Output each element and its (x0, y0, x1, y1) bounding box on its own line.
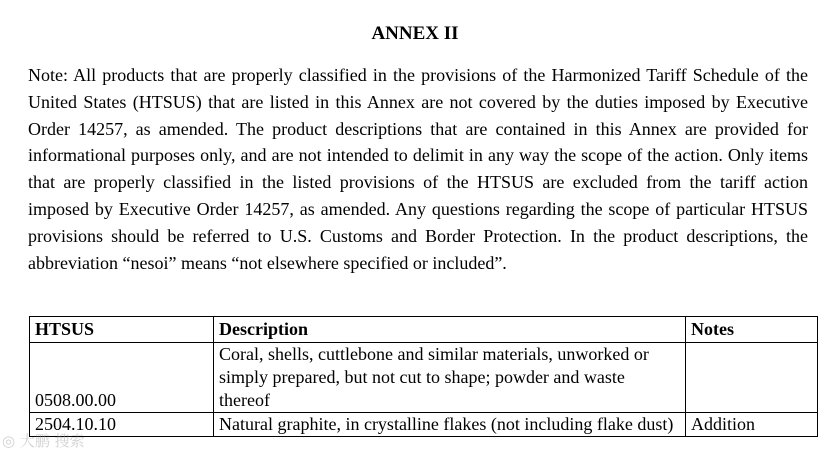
cell-notes (686, 343, 818, 413)
cell-notes: Addition (686, 413, 818, 437)
cell-description: Natural graphite, in crystalline flakes (not including flake dust) (214, 413, 686, 437)
header-htsus: HTSUS (30, 317, 214, 343)
table-row (30, 343, 818, 413)
cell-description: Coral, shells, cuttlebone and similar materials, unworked or simply prepared, but not cut to shape; powder and waste thereof (214, 343, 686, 413)
table-header-row (30, 317, 818, 343)
htsus-table (29, 316, 818, 437)
annex-title: ANNEX II (371, 23, 459, 44)
table-row (30, 413, 818, 437)
annex-note: Note: All products that are properly classified in the provisions of the Harmonized Tariff Schedule of the United States (HTSUS) that are listed in this Annex are not covered by the duties imposed by Executive Order 14257, as amended. The product descriptions that are contained in this Annex are provided for informational purposes only, and are not intended to delimit in any way the scope of the action. Only items that are properly classified in the listed provisions of the HTSUS are excluded from the tariff action imposed by Executive Order 14257, as amended. Any questions regarding the scope of particular HTSUS provisions should be referred to U.S. Customs and Border Protection. In the product descriptions, the abbreviation “nesoi” means “not elsewhere specified or included”. (28, 65, 808, 273)
header-description: Description (214, 317, 686, 343)
watermark: ◎ 大鹏 搜索 (2, 432, 85, 450)
cell-htsus: 2504.10.10 (30, 413, 214, 437)
cell-htsus: 0508.00.00 (30, 343, 214, 413)
header-notes: Notes (686, 317, 818, 343)
